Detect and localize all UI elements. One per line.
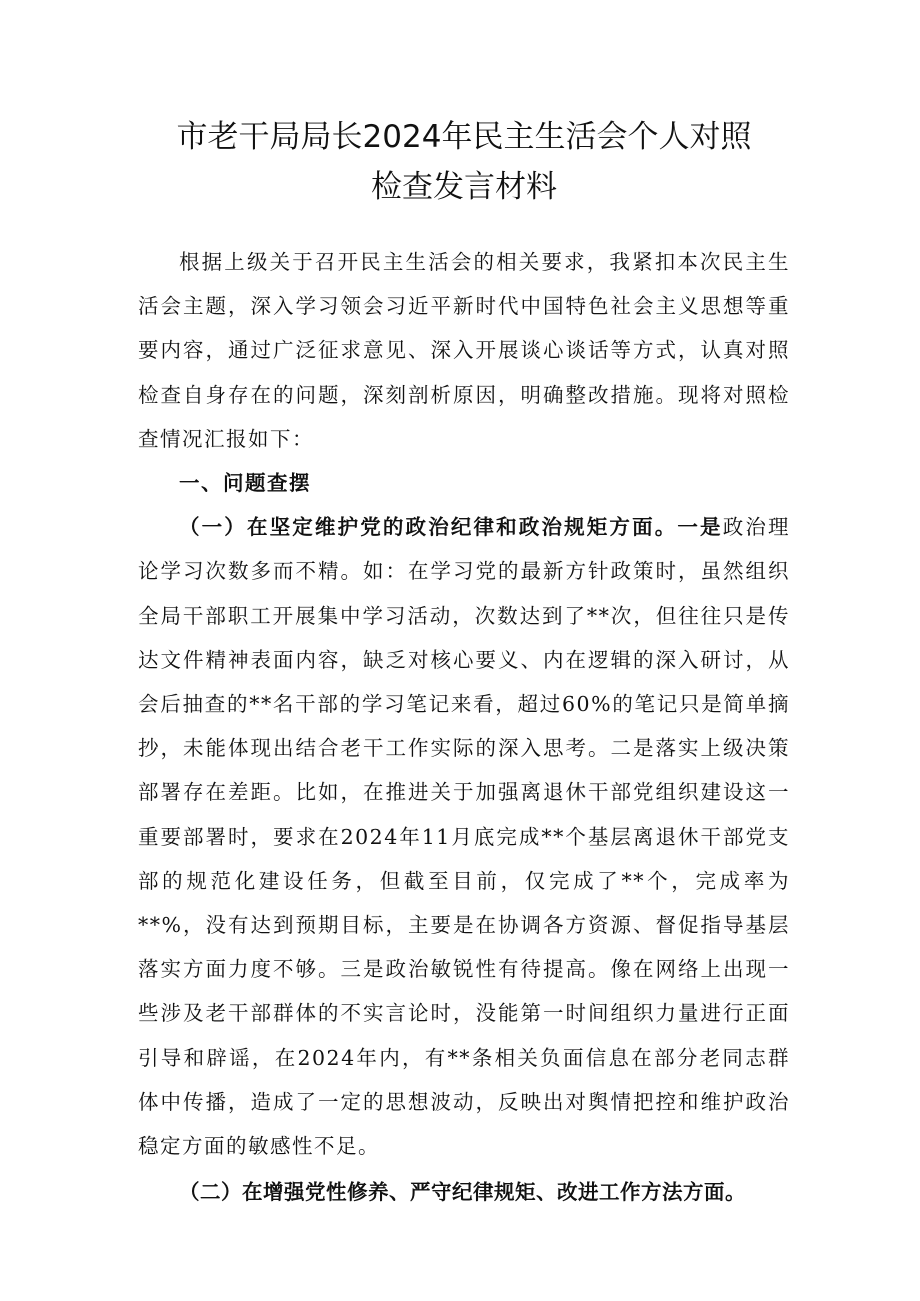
intro-paragraph: 根据上级关于召开民主生活会的相关要求，我紧扣本次民主生活会主题，深入学习领会习近平新时代中国特色社会主义思想等重要内容，通过广泛征求意见、深入开展谈心谈话等方式，认真对照检查自身存在的问题，深刻剖析原因，明确整改措施。现将对照检查情况汇报如下： — [138, 250, 790, 451]
document-page — [138, 112, 790, 1214]
subsection-1-lead: 一是 — [677, 515, 723, 540]
document-title — [138, 112, 790, 212]
title-line-2: 检查发言材料 — [371, 169, 557, 205]
section-heading-problems: 一、问题查摆 — [179, 471, 311, 496]
subsection-2-heading: （二）在增强党性修养、严守纪律规矩、改进工作方法方面。 — [179, 1180, 746, 1205]
subsection-1-body: 政治理论学习次数多而不精。如：在学习党的最新方针政策时，虽然组织全局干部职工开展集中学习活动，次数达到了**次，但往往只是传达文件精神表面内容，缺乏对核心要义、内在逻辑的深入研讨，从会后抽查的**名干部的学习笔记来看，超过60%的笔记只是简单摘抄，未能体现出结合老干工作实际的深入思考。二是落实上级决策部署存在差距。比如，在推进关于加强离退休干部党组织建设这一重要部署时，要求在2024年11月底完成**个基层离退休干部党支部的规范化建设任务，但截至目前，仅完成了**个，完成率为**%，没有达到预期目标，主要是在协调各方资源、督促指导基层落实方面力度不够。三是政治敏锐性有待提高。像在网络上出现一些涉及老干部群体的不实言论时，没能第一时间组织力量进行正面引导和辟谣，在2024年内，有**条相关负面信息在部分老同志群体中传播，造成了一定的思想波动，反映出对舆情把控和维护政治稳定方面的敏感性不足。 — [138, 515, 791, 1159]
title-line-1: 市老干局局长2024年民主生活会个人对照 — [176, 119, 752, 155]
subsection-1-heading: （一）在坚定维护党的政治纪律和政治规矩方面。 — [179, 515, 678, 540]
subsection-1-paragraph — [138, 505, 790, 1168]
